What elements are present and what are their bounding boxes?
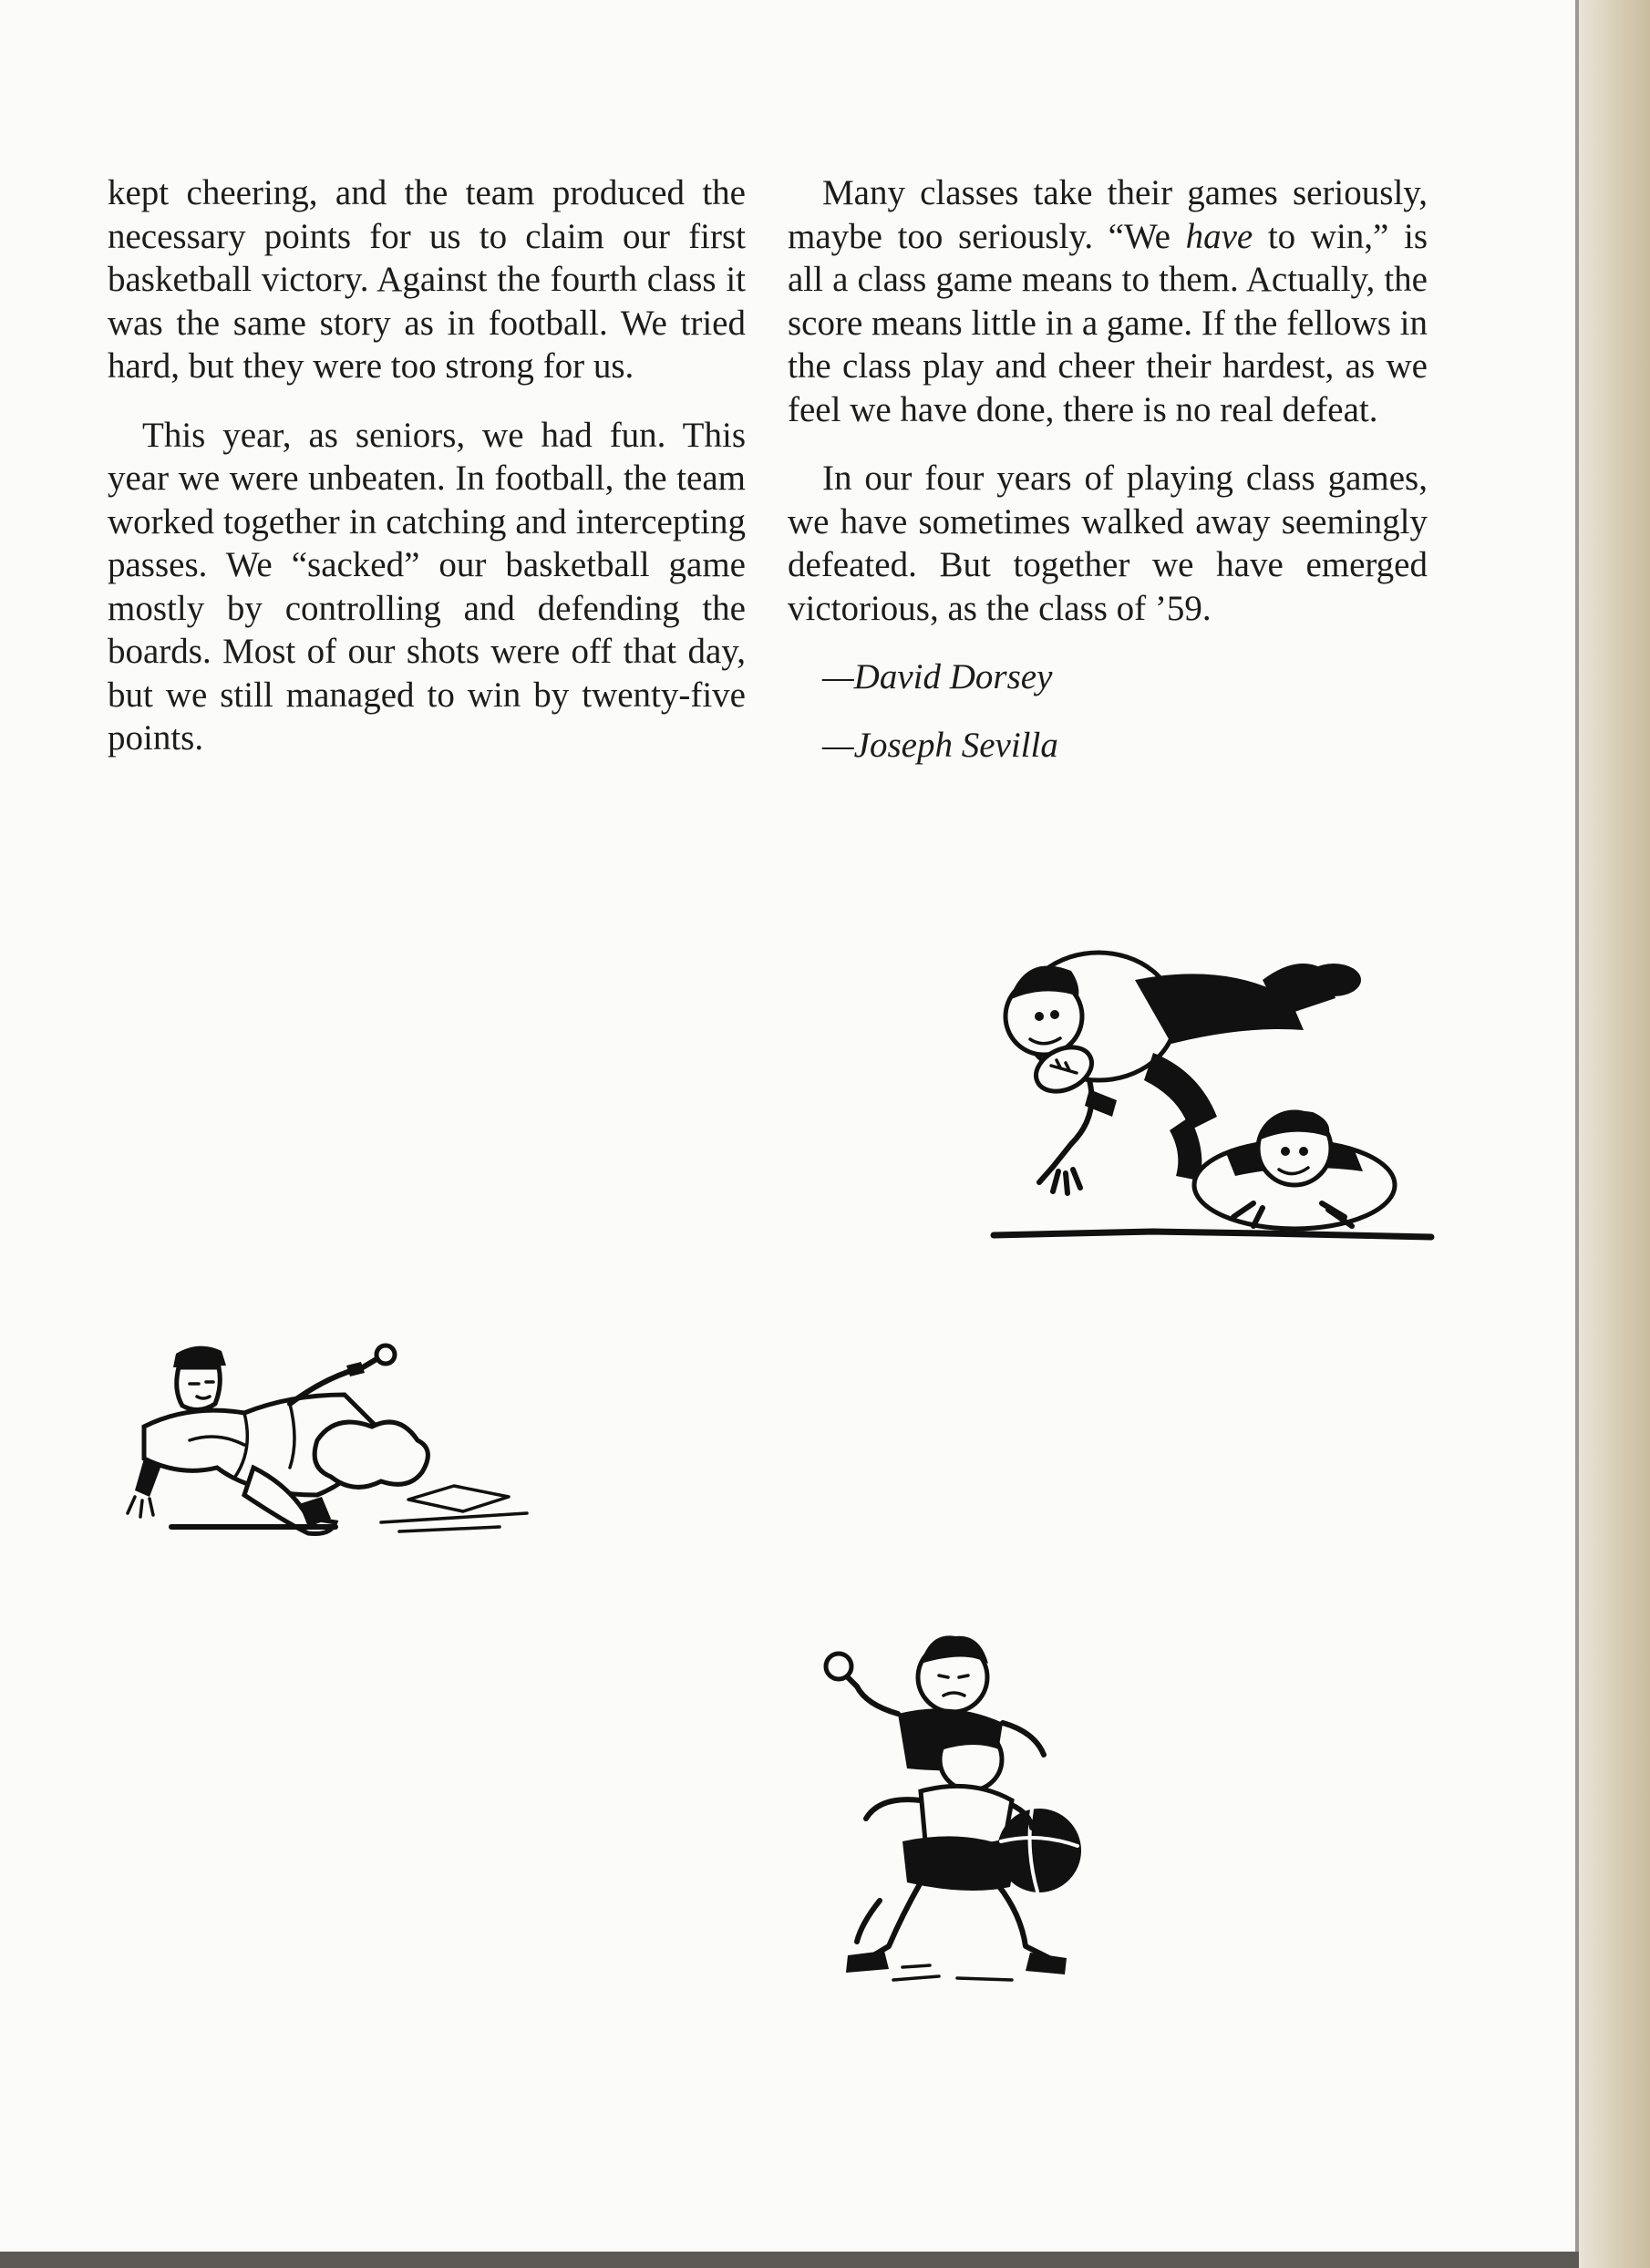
left-paragraph-2: This year, as seniors, we had fun. This year we were unbeaten. In football, the team worked together in catching and intercepting passes. We “sacked” our basketball game mostly by controlling and defending the boards. Most of our shots were off that day, but we still managed to win by twenty-five points.: [108, 415, 746, 758]
author-joseph-sevilla: —Joseph Sevilla: [822, 726, 1058, 765]
right-paragraph-1-start: Many classes take their games seriously, maybe too seriously. “We: [788, 173, 1428, 256]
baseball-slide-cartoon: [108, 1340, 536, 1559]
right-paragraph-1: [788, 171, 1428, 431]
right-column: [788, 171, 1428, 792]
left-paragraph-1: kept cheering, and the team produced the necessary points for us to claim our first basketball victory. Against the fourth class it was the same story as in football. We tried hard, but they were too strong for us.: [108, 173, 746, 386]
page-edge: [1579, 0, 1650, 2268]
basketball-cartoon: [793, 1623, 1130, 1987]
right-paragraph-2: In our four years of playing class games, we have sometimes walked away seemingly defeated. But together we have emerged victorious, as the class of ’59.: [788, 459, 1428, 628]
author-david-dorsey: —David Dorsey: [822, 657, 1053, 696]
right-paragraph-1-end: to win,” is all a class game means to them. Actually, the score means little in a game. If the fellows in the class play and cheer their hardest, as we feel we have done, there is no real defeat.: [788, 216, 1428, 429]
left-column: [108, 171, 746, 786]
bottom-edge: [0, 2252, 1579, 2268]
football-cartoon: [989, 943, 1436, 1244]
emphasis-have: have: [1185, 216, 1253, 256]
